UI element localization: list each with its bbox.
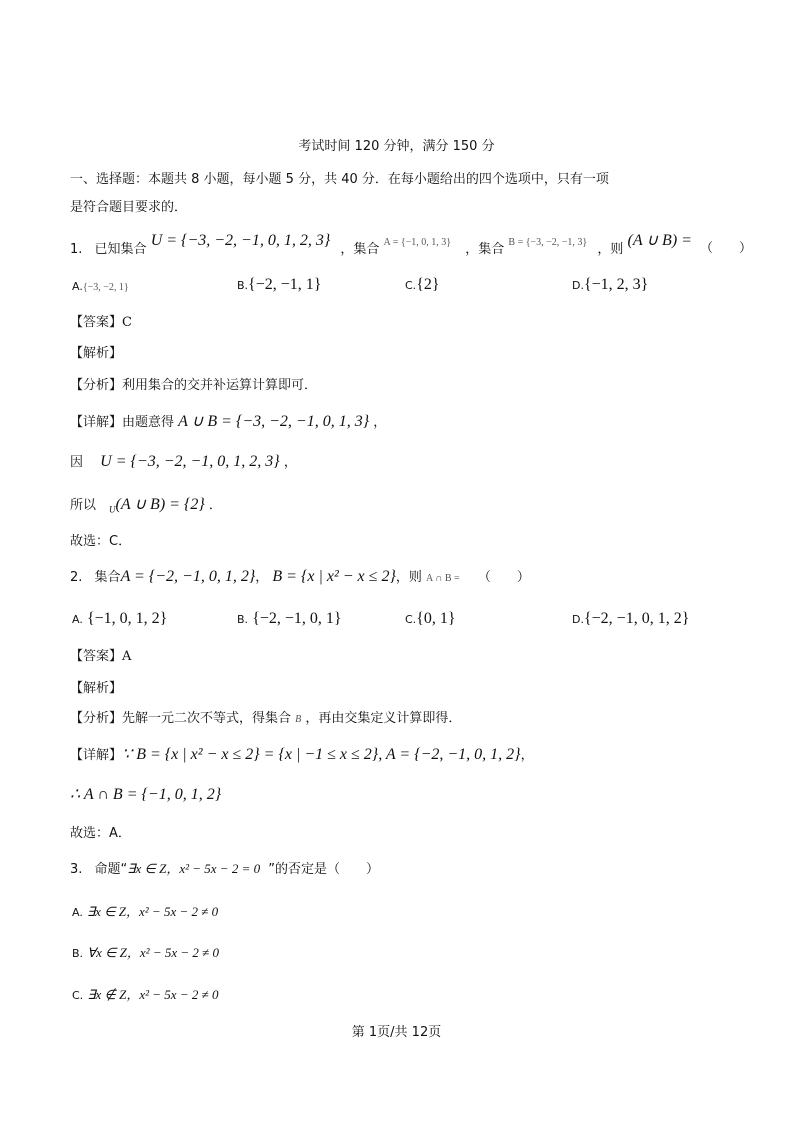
- exam-header: 考试时间 120 分钟，满分 150 分: [298, 139, 495, 154]
- q3-option-a: A. ∃x ∈ Z，x² − 5x − 2 ≠ 0: [72, 904, 219, 919]
- q1-option-b: B.{−2, −1, 1}: [237, 276, 322, 293]
- q1-option-c: C.{2}: [405, 276, 440, 293]
- q1-number: 1.: [70, 242, 83, 257]
- q1-detail-2: 因 U = {−3, −2, −1, 0, 1, 2, 3} ，: [70, 453, 297, 470]
- q3-stem: 3. 命题“∃x ∈ Z，x² − 5x − 2 = 0 ”的否定是（ ）: [70, 861, 379, 877]
- q2-option-b: B. {−2, −1, 0, 1}: [237, 610, 342, 627]
- q1-text3: ，集合: [465, 242, 505, 257]
- q2-option-d: D.{−2, −1, 0, 1, 2}: [572, 610, 690, 627]
- q2-detail-1: 【详解】∵ B = {x | x² − x ≤ 2} = {x | −1 ≤ x ≤ 2}, A = {−2, −1, 0, 1, 2}，: [70, 746, 534, 763]
- q1-choose: 故选：C．: [70, 534, 132, 549]
- q1-answer-paren: （ ）: [700, 241, 753, 256]
- q3-option-b: B. ∀x ∈ Z，x² − 5x − 2 ≠ 0: [72, 945, 220, 960]
- q2-choose: 故选：A．: [70, 826, 131, 841]
- q1-answer: 【答案】C: [70, 315, 132, 330]
- q3-option-c: C. ∃x ∉ Z，x² − 5x − 2 ≠ 0: [72, 987, 219, 1002]
- q2-option-c: C.{0, 1}: [405, 610, 456, 627]
- q1-set-A: A = {−1, 0, 1, 3}: [383, 237, 452, 248]
- q1-analysis-tag: 【解析】: [70, 346, 123, 361]
- q1-fenxi: 【分析】利用集合的交并补运算计算即可．: [70, 378, 318, 393]
- q2-detail-2: ∴ A ∩ B = {−1, 0, 1, 2}: [70, 786, 222, 803]
- q1-option-a: A.{−3, −2, 1}: [72, 280, 129, 293]
- section-intro-line2: 是符合题目要求的．: [70, 200, 188, 215]
- q1-detail-3: 所以 $_U$(A ∪ B) = {2} ．: [70, 496, 222, 515]
- q1-text2: ，集合: [340, 242, 380, 257]
- q2-analysis-tag: 【解析】: [70, 681, 123, 696]
- q1-set-U: U = {−3, −2, −1, 0, 1, 2, 3}: [150, 232, 331, 249]
- q1-set-B: B = {−3, −2, −1, 3}: [508, 237, 588, 248]
- q1-expression: (A ∪ B) =: [627, 232, 692, 249]
- q1-option-d: D.{−1, 2, 3}: [572, 276, 649, 293]
- q2-answer: 【答案】A: [70, 649, 132, 664]
- q2-fenxi: 【分析】先解一元二次不等式，得集合 B ，再由交集定义计算即得．: [70, 711, 462, 726]
- q1-text4: ，则: [597, 242, 624, 257]
- q2-option-a: A. {−1, 0, 1, 2}: [72, 610, 168, 627]
- section-intro-line1: 一、选择题：本题共 8 小题，每小题 5 分，共 40 分．在每小题给出的四个选项中，只有一项: [70, 172, 609, 187]
- q2-stem: 2. 集合A = {−2, −1, 0, 1, 2}， B = {x | x² − x ≤ 2}，则 A ∩ B = （ ）: [70, 568, 530, 585]
- q1-text1: 已知集合: [94, 242, 147, 257]
- q1-stem: [70, 232, 692, 260]
- page-footer: 第 1页/共 12页: [351, 1025, 442, 1040]
- q1-detail-1: 【详解】由题意得 A ∪ B = {−3, −2, −1, 0, 1, 3} ，: [70, 413, 387, 430]
